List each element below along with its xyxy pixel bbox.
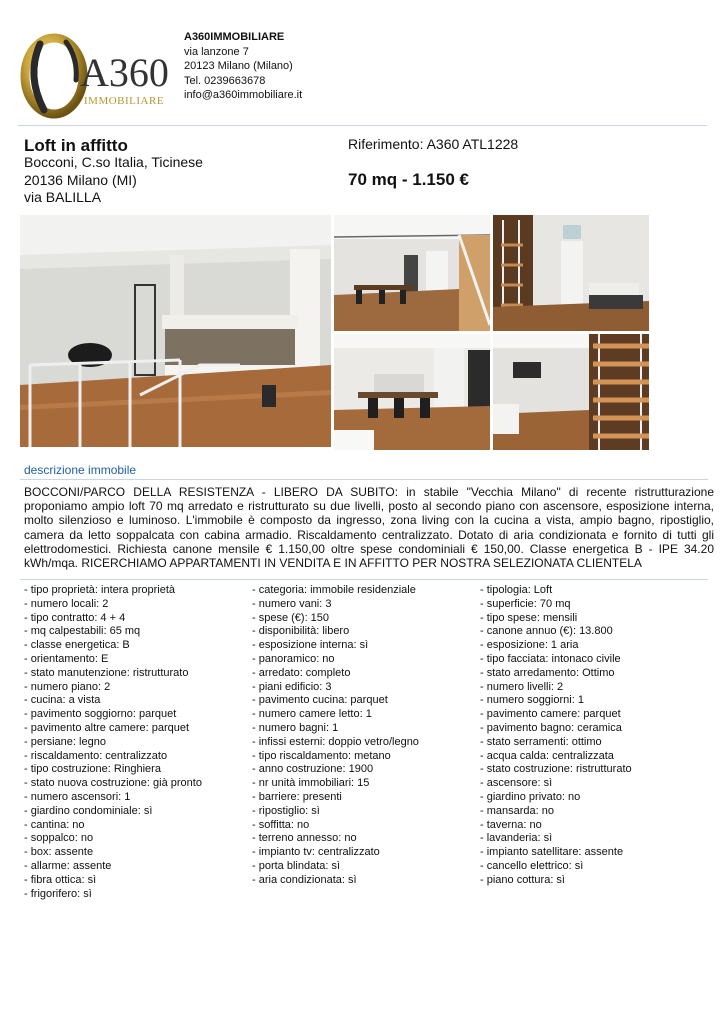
feature-item: - esposizione interna: sì — [252, 639, 369, 652]
feature-item: - giardino privato: no — [480, 790, 581, 803]
features-column-1 — [24, 584, 202, 901]
features-column-3 — [480, 584, 632, 888]
feature-item: - impianto satellitare: assente — [480, 846, 624, 859]
feature-item: - mq calpestabili: 65 mq — [24, 625, 141, 638]
feature-item: - cantina: no — [24, 818, 85, 831]
feature-item: - porta blindata: sì — [252, 859, 341, 872]
feature-item: - terreno annesso: no — [252, 832, 357, 845]
agency-phone: Tel. 0239663678 — [184, 74, 266, 87]
feature-item: - tipologia: Loft — [480, 584, 553, 596]
feature-item: - numero vani: 3 — [252, 597, 332, 610]
feature-item: - pavimento soggiorno: parquet — [24, 708, 177, 721]
feature-item: - ascensore: sì — [480, 777, 553, 790]
feature-item: - orientamento: E — [24, 652, 109, 665]
feature-item: - numero livelli: 2 — [480, 680, 564, 693]
feature-item: - tipo contratto: 4 + 4 — [24, 611, 126, 624]
description-divider — [20, 479, 708, 480]
agency-name: A360IMMOBILIARE — [184, 31, 285, 43]
feature-item: - infissi esterni: doppio vetro/legno — [252, 735, 419, 748]
feature-item: - numero bagni: 1 — [252, 721, 339, 734]
feature-item: - riscaldamento: centralizzato — [24, 749, 168, 762]
feature-item: - numero soggiorni: 1 — [480, 694, 584, 707]
feature-item: - box: assente — [24, 846, 94, 859]
feature-item: - giardino condominiale: sì — [24, 804, 153, 817]
feature-item: - fibra ottica: sì — [24, 873, 97, 886]
feature-item: - stato arredamento: Ottimo — [480, 666, 615, 679]
feature-item: - persiane: legno — [24, 735, 106, 748]
listing-price: 70 mq - 1.150 € — [348, 170, 469, 189]
feature-item: - numero camere letto: 1 — [252, 708, 372, 721]
feature-item: - piano cottura: sì — [480, 873, 565, 886]
feature-item: - superficie: 70 mq — [480, 597, 571, 610]
feature-item: - classe energetica: B — [24, 639, 130, 652]
feature-item: - cucina: a vista — [24, 694, 101, 707]
listing-address — [24, 154, 203, 207]
agency-email[interactable]: info@a360immobiliare.it — [184, 89, 303, 101]
logo-subtext: IMMOBILIARE — [84, 95, 165, 107]
listing-city: 20136 Milano (MI) — [24, 171, 137, 188]
feature-item: - aria condizionata: sì — [252, 873, 357, 886]
feature-item: - panoramico: no — [252, 652, 335, 665]
feature-item: - frigorifero: sì — [24, 887, 92, 900]
feature-item: - barriere: presenti — [252, 790, 342, 803]
feature-item: - lavanderia: sì — [480, 832, 553, 845]
feature-item: - pavimento cucina: parquet — [252, 694, 388, 707]
feature-item: - allarme: assente — [24, 859, 112, 872]
feature-item: - stato costruzione: ristrutturato — [480, 763, 632, 776]
feature-item: - numero locali: 2 — [24, 597, 109, 610]
feature-item: - anno costruzione: 1900 — [252, 763, 374, 776]
feature-item: - cancello elettrico: sì — [480, 859, 584, 872]
listing-reference: Riferimento: A360 ATL1228 — [348, 136, 519, 152]
description-text: BOCCONI/PARCO DELLA RESISTENZA - LIBERO DA SUBITO: in stabile "Vecchia Milano" di recente ristrutturazione proponiamo ampio loft 70 mq arredato e ristrutturato su due livelli, posto al secondo piano con ascensore, esposizione interna, molto silenzioso e luminoso. L'immobile è composto da ingresso, zona living con la cucina a vista, ampio bagno, ripostiglio, camera da letto soppalcata con cabina armadio. Riscaldamento centralizzato. Dotato di aria condizionata e fornito di tutti gli elettrodomestici. Richiesta canone mensile € 1.150,00 oltre spese condominiali € 150,00. Classe energetica B - IPE 34.20 kWh/mqa. RICERCHIAMO APPARTAMENTI IN VENDITA E IN AFFITTO PER NOSTRA SELEZIONATA CLIENTELA — [24, 485, 714, 571]
feature-item: - disponibilità: libero — [252, 625, 350, 638]
feature-item: - stato manutenzione: ristrutturato — [24, 666, 189, 679]
feature-item: - tipo proprietà: intera proprietà — [24, 584, 176, 596]
listing-title: Loft in affitto — [24, 136, 128, 155]
feature-item: - tipo facciata: intonaco civile — [480, 652, 621, 665]
feature-item: - categoria: immobile residenziale — [252, 584, 416, 596]
feature-item: - mansarda: no — [480, 804, 554, 817]
listing-street: via BALILLA — [24, 189, 102, 205]
photo-stairs-detail[interactable] — [493, 334, 649, 450]
feature-item: - spese (€): 150 — [252, 611, 330, 624]
agency-contact — [184, 30, 302, 103]
photo-living-mezzanine[interactable] — [334, 215, 490, 331]
feature-item: - ripostiglio: sì — [252, 804, 320, 817]
feature-item: - arredato: completo — [252, 666, 351, 679]
feature-item: - numero ascensori: 1 — [24, 790, 131, 803]
feature-item: - taverna: no — [480, 818, 542, 831]
feature-item: - impianto tv: centralizzato — [252, 846, 380, 859]
feature-item: - canone annuo (€): 13.800 — [480, 625, 613, 638]
photo-bedroom-loft[interactable] — [20, 215, 331, 447]
features-divider — [20, 579, 708, 580]
photo-kitchen-dining[interactable] — [334, 334, 490, 450]
feature-item: - pavimento bagno: ceramica — [480, 721, 622, 734]
listing-zone: Bocconi, C.so Italia, Ticinese — [24, 154, 203, 170]
feature-item: - pavimento altre camere: parquet — [24, 721, 190, 734]
logo-text: A360 — [80, 50, 169, 95]
feature-item: - numero piano: 2 — [24, 680, 111, 693]
feature-item: - pavimento camere: parquet — [480, 708, 621, 721]
feature-item: - acqua calda: centralizzata — [480, 749, 614, 762]
feature-item: - tipo spese: mensili — [480, 611, 578, 624]
feature-item: - esposizione: 1 aria — [480, 639, 579, 652]
feature-item: - soffitta: no — [252, 818, 310, 831]
feature-item: - nr unità immobiliari: 15 — [252, 777, 370, 790]
agency-city: 20123 Milano (Milano) — [184, 60, 293, 72]
feature-item: - stato nuova costruzione: già pronto — [24, 777, 202, 790]
features-column-2 — [252, 584, 419, 888]
feature-item: - piani edificio: 3 — [252, 680, 332, 693]
feature-item: - tipo costruzione: Ringhiera — [24, 763, 161, 776]
agency-address: via lanzone 7 — [184, 45, 249, 58]
feature-item: - tipo riscaldamento: metano — [252, 749, 391, 762]
photo-staircase-living[interactable] — [493, 215, 649, 331]
description-heading: descrizione immobile — [24, 463, 137, 477]
agency-logo — [18, 28, 178, 120]
header-divider — [18, 125, 707, 126]
feature-item: - stato serramenti: ottimo — [480, 735, 602, 748]
feature-item: - soppalco: no — [24, 832, 94, 845]
